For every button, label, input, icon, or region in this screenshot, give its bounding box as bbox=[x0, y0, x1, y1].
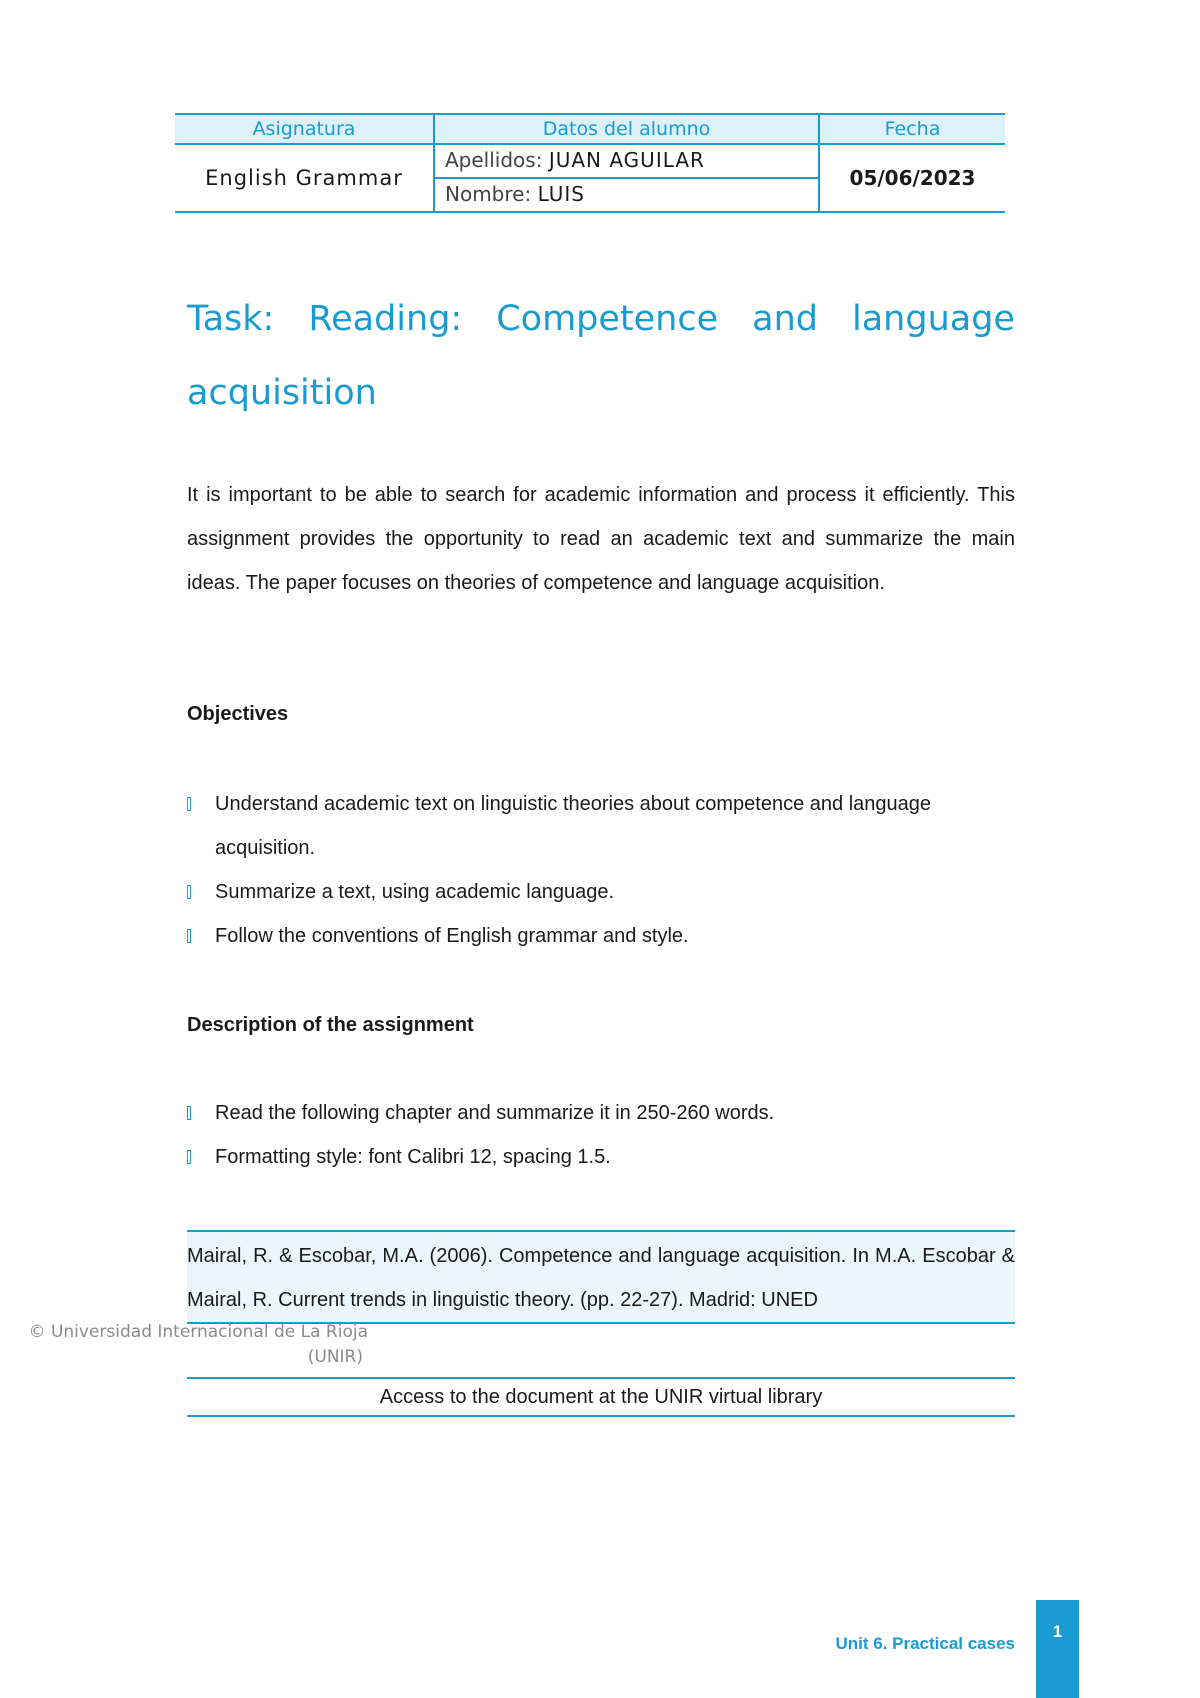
list-item-text: Follow the conventions of English grammar and style. bbox=[215, 925, 689, 947]
subject-header: Asignatura bbox=[175, 115, 433, 145]
description-heading: Description of the assignment bbox=[187, 1014, 474, 1036]
surname-label: Apellidos: bbox=[445, 148, 543, 172]
page-title bbox=[187, 282, 1015, 430]
bullet-icon bbox=[187, 1150, 191, 1164]
description-list bbox=[187, 1091, 1015, 1179]
reference-box: Mairal, R. & Escobar, M.A. (2006). Competence and language acquisition. In M.A. Escobar & Mairal, R. Current trends in linguistic theory. (pp. 22-27). Madrid: UNED bbox=[187, 1230, 1015, 1324]
title-line-1 bbox=[187, 282, 1015, 356]
bullet-icon bbox=[187, 929, 191, 943]
name-value: LUIS bbox=[537, 182, 585, 206]
objectives-heading: Objectives bbox=[187, 703, 289, 725]
list-item bbox=[187, 782, 1015, 870]
bullet-icon bbox=[187, 885, 191, 899]
list-item bbox=[187, 1091, 1015, 1135]
copyright-line-1: © Universidad Internacional de La Rioja bbox=[28, 1322, 368, 1342]
list-item-text: Understand academic text on linguistic theories about competence and language acquisition. bbox=[215, 793, 932, 859]
date-value: 05/06/2023 bbox=[849, 166, 976, 190]
library-access-link[interactable]: Access to the document at the UNIR virtual library bbox=[187, 1377, 1015, 1417]
page-number: 1 bbox=[1052, 1622, 1063, 1641]
bullet-icon bbox=[187, 797, 191, 811]
list-item-text: Formatting style: font Calibri 12, spacing 1.5. bbox=[215, 1146, 611, 1168]
list-item bbox=[187, 870, 1015, 914]
list-item-text: Read the following chapter and summarize it in 250-260 words. bbox=[215, 1102, 775, 1124]
title-word: Reading: bbox=[308, 299, 463, 339]
title-line-2: acquisition bbox=[187, 373, 377, 413]
intro-paragraph: It is important to be able to search for academic information and process it efficiently. This assignment provides the opportunity to read an academic text and summarize the main ideas. The paper focuses on theories of competence and language acquisition. bbox=[187, 484, 1015, 594]
title-word: language bbox=[852, 299, 1015, 339]
header-table bbox=[175, 113, 1005, 213]
surname-row bbox=[435, 145, 818, 179]
list-item bbox=[187, 914, 1015, 958]
list-item-text: Summarize a text, using academic language. bbox=[215, 881, 615, 903]
student-column bbox=[433, 115, 818, 211]
page-number-tab bbox=[1036, 1600, 1079, 1698]
subject-value: English Grammar bbox=[205, 166, 403, 190]
copyright-line-2: (UNIR) bbox=[307, 1347, 363, 1367]
subject-column bbox=[175, 115, 433, 211]
title-word: Task: bbox=[187, 299, 275, 339]
surname-value: JUAN AGUILAR bbox=[548, 148, 705, 172]
objectives-list bbox=[187, 782, 1015, 958]
title-word: Competence bbox=[496, 299, 719, 339]
date-column bbox=[818, 115, 1005, 211]
student-header: Datos del alumno bbox=[435, 115, 818, 145]
copyright-notice bbox=[18, 1320, 368, 1370]
bullet-icon bbox=[187, 1106, 191, 1120]
title-word: and bbox=[752, 299, 818, 339]
name-row bbox=[435, 179, 818, 213]
date-header: Fecha bbox=[820, 115, 1005, 145]
list-item bbox=[187, 1135, 1015, 1179]
name-label: Nombre: bbox=[445, 182, 532, 206]
footer-unit-label: Unit 6. Practical cases bbox=[835, 1634, 1015, 1653]
